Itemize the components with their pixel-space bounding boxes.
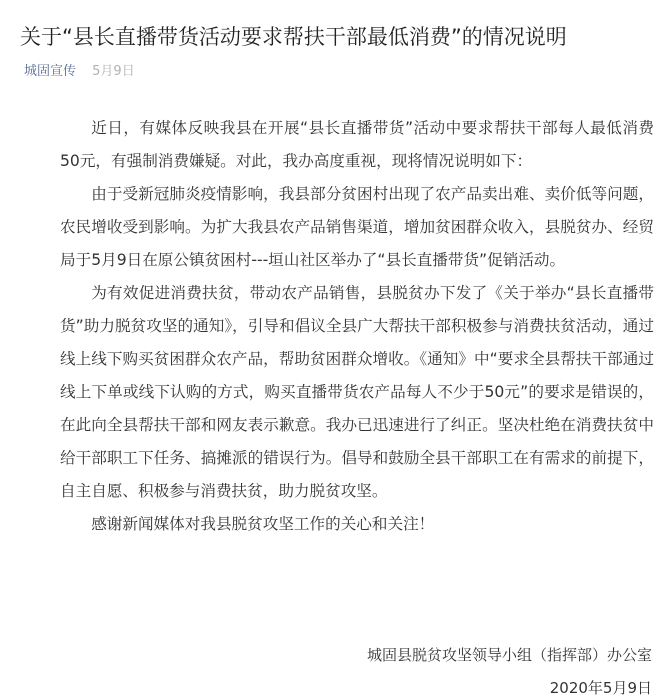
publish-date: 5月9日 xyxy=(92,64,135,79)
paragraph: 为有效促进消费扶贫，带动农产品销售，县脱贫办下发了《关于举办“县长直播带货”助力脱贫攻坚的通知》，引导和倡议全县广大帮扶干部积极参与消费扶贫活动，通过线上线下购买贫困群众农产品，帮助贫困群众增收。《通知》中“要求全县帮扶干部通过线上下单或线下认购的方式，购买直播带货农产品每人不少于50元”的要求是错误的，在此向全县帮扶干部和网友表示歉意。我办已迅速进行了纠正。坚决杜绝在消费扶贫中给干部职工下任务、搞摊派的错误行为。倡导和鼓励全县干部职工在有需求的前提下，自主自愿、积极参与消费扶贫，助力脱贫攻坚。 xyxy=(60,284,654,500)
article-title: 关于“县长直播带货活动要求帮扶干部最低消费”的情况说明 xyxy=(20,25,567,49)
paragraph: 由于受新冠肺炎疫情影响，我县部分贫困村出现了农产品卖出难、卖价低等问题，农民增收受到影响。为扩大我县农产品销售渠道，增加贫困群众收入，县脱贫办、经贸局于5月9日在原公镇贫困村---垣山社区举办了“县长直播带货”促销活动。 xyxy=(60,185,654,269)
article-body xyxy=(60,112,654,541)
signature-org: 城固县脱贫攻坚领导小组（指挥部）办公室 xyxy=(366,646,652,664)
article-meta xyxy=(24,62,135,82)
signature-date: 2020年5月9日 xyxy=(549,679,652,697)
paragraph: 感谢新闻媒体对我县脱贫攻坚工作的关心和关注！ xyxy=(91,515,435,533)
paragraph: 近日，有媒体反映我县在开展“县长直播带货”活动中要求帮扶干部每人最低消费50元，有强制消费嫌疑。对此，我办高度重视，现将情况说明如下： xyxy=(60,119,654,170)
account-name-link[interactable]: 城固宣传 xyxy=(24,64,77,79)
